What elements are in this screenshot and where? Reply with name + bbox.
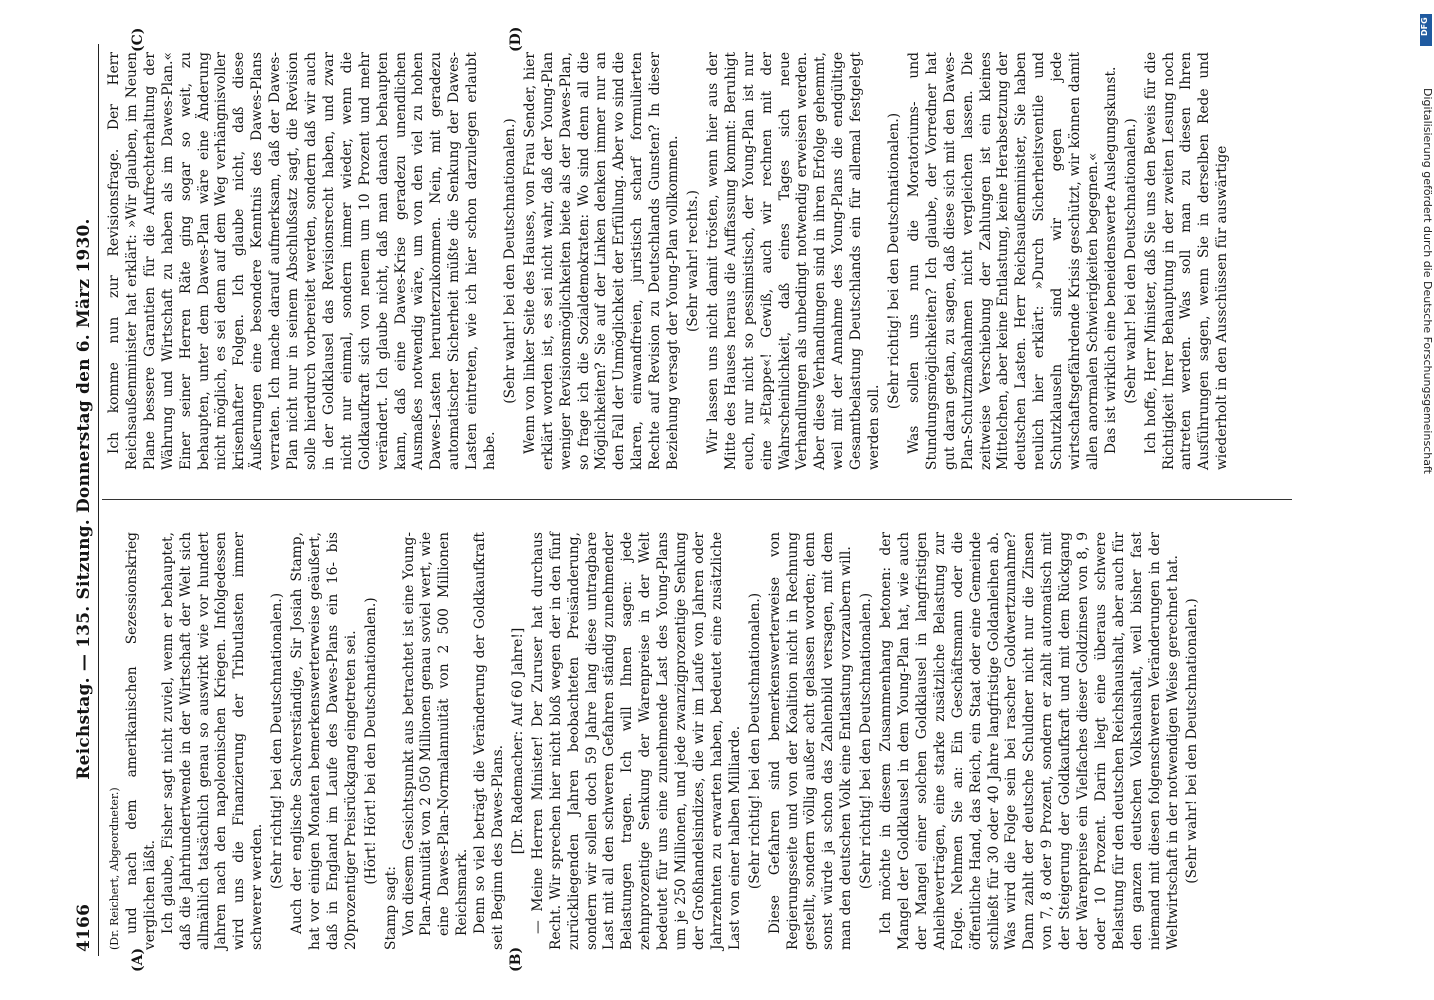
margin-mark-a: (A) [130,947,146,972]
paragraph: Stamp sagt: [382,866,399,950]
document-page [68,26,1308,972]
paragraph: Wir lassen uns nicht damit trösten, wenn hier aus der Mitte des Hauses heraus die Auffassung kommt: Beruhigt euch, nur nicht so pessimistisch, der Young-Plan ist nur eine »Etappe«! Gewiß, auch wir rechnen mit der Wahrscheinlichkeit, daß eines Tages sich neue Verhandlungen als unbedingt notwendig erweisen werden. Aber diese Verhandlungen sind in ihren Erfolge gehemmt, weil mit der Annahme des Young-Plans die endgültige Gesamtbelastung Deutschlands ein für allemal festgelegt werden soll. [704,52,883,470]
paragraph: Was sollen uns nun die Moratoriums- und Stundungsmöglichkeiten? Ich glaube, der Vorredner hat gut daran getan, zu sagen, daß diese sich mit den Dawes-Plan-Schutzmaßnahmen nicht vergleichen lassen. Die zeitweise Verschiebung der Zahlungen ist ein kleines Mittelchen, aber keine Entlastung, keine Herabsetzung der deutschen Lasten. Herr Reichsaußenminister, Sie haben neulich hier erklärt: »Durch Sicherheitsventile und Schutzklauseln sind wir gegen jede wirtschaftsgefährdende Krisis geschützt, wir können damit allen anormalen Schwierigkeiten begegnen.« [905,52,1101,470]
left-column [106,532,1204,950]
paragraph: Ich möchte in diesem Zusammenhang betonen: der Mangel der Goldklausel in dem Young-Plan hat, wie auch der Mangel einer solchen Goldklausel in langfristigen Anleiheverträgen, eine starke zusätzliche Belastung zur Folge. Nehmen Sie an: Ein Geschäftsmann oder die öffentliche Hand, das Reich, ein Staat oder eine Gemeinde schließt für 30 oder 40 Jahre langfristige Goldanleihen ab. Was wird die Folge sein bei rascher Goldwertzunahme? Dann zahlt der deutsche Schuldner nicht nur die Zinsen von 7, 8 oder 9 Prozent, sondern er zahlt automatisch mit der Steigerung der Goldkaufkraft und mit dem Rückgang der Warenpreise ein Vielfaches dieser Goldzinsen von 8, 9 oder 10 Prozent. Darin liegt eine überaus schwere Belastung für den deutschen Reichshaushalt, aber auch für den ganzen deutschen Volkshaushalt, weil bisher fast niemand mit diesen folgenschweren Veränderungen in der Weltwirtschaft in der notwendigen Weise gerechnet hat. [878,532,1181,950]
paragraph: Ich hoffe, Herr Minister, daß Sie uns den Beweis für die Richtigkeit Ihrer Behauptung in der zweiten Lesung noch antreten werden. Was soll man zu diesen Ihren Ausführungen sagen, wenn Sie in derselben Rede und wiederholt in den Ausschüssen für auswärtige [1142,52,1231,470]
margin-mark-d: (D) [508,26,524,52]
quotation: Von diesem Gesichtspunkt aus betrachtet ist eine Young-Plan-Annuität von 2 050 Millionen genau soviel wert, wie eine Dawes-Plan-Normalannuität von 2 500 Millionen Reichsmark. [400,532,471,936]
paragraph: — Meine Herren Minister! Der Zuruser hat durchaus Recht. Wir sprechen hier nicht bloß wegen der in den fünf zurückliegenden Jahren beobachteten Preisänderung, sondern wir sollen doch 59 Jahre lang diese untragbare Last mit all den schweren Gefahren ständig zunehmender Belastungen tragen. Ich will Ihnen sagen: jede zehnprozentige Senkung der Warenpreise in der Welt bedeutet für uns eine zunehmende Last des Young-Plans um je 250 Millionen, und jede zwanzigprozentige Senkung der Großhandelsindizes, die wir im Laufe von Jahren oder Jahrzehnten zu erwarten haben, bedeutet eine zusätzliche Last von einer halben Milliarde. [529,532,743,950]
interjection: (Sehr richtig! bei den Deutschnationalen.) [858,592,875,890]
page-header [74,46,100,952]
paragraph: Auch der englische Sachverständige, Sir Josiah Stamp, hat vor einigen Monaten bemerkenswerterweise geäußert, daß in England im Laufe des Dawes-Plans ein 16- bis 20prozentiger Preisrückgang eingetreten sei. [289,532,359,950]
interjection: (Sehr richtig! bei den Deutschnationalen.) [746,592,763,890]
interjection: (Sehr wahr! bei den Deutschnationalen.) [1184,598,1201,884]
page-number: 4166 [74,903,94,952]
paragraph: Ich glaube, Fisher sagt nicht zuviel, wenn er behauptet, daß die Jahrhundertwende in der Wirtschaft der Welt sich allmählich tatsächlich genau so auswirkt wie vor hundert Jahren nach den napoleonischen Kriegen. Infolgedessen wird uns die Finanzierung der Tributlasten immer schwerer werden. [159,532,266,950]
interjection: (Sehr wahr! rechts.) [685,189,701,333]
digitization-note: Digitalisierung gefördert durch die Deutsche Forschungsgemeinschaft [1421,88,1434,474]
column-divider [102,499,1292,500]
interjection: (Sehr wahr! bei den Deutschnationalen.) [501,118,518,404]
margin-mark-b: (B) [508,946,524,972]
right-column [106,52,1232,470]
running-title: Reichstag. — 135. Sitzung. Donnerstag den 6. März 1930. [74,218,94,780]
paragraph: Diese Gefahren sind bemerkenswerterweise von Regierungsseite und von der Koalition nicht in Rechnung gestellt, sondern völlig außer acht gelassen worden; denn sonst würde ja schon das Zahlenbild versagen, mit dem man den deutschen Volk eine Entlastung vorzaubern will. [766,532,855,950]
paragraph: Denn so viel beträgt die Veränderung der Goldkaufkraft seit Beginn des Dawes-Plans. [472,532,507,950]
interjection: (Sehr richtig! bei den Deutschnationalen.) [269,592,286,890]
digitization-credit [1416,8,1434,998]
paragraph: Das ist wirklich eine beneidenswerte Auslegungskunst. [1102,66,1119,454]
interjection: (Hört! Hört! bei den Deutschnationalen.) [362,597,379,885]
interjection: (Sehr richtig! bei den Deutschnationalen.) [885,112,902,410]
margin-mark-c: (C) [130,27,146,52]
dfg-logo: DFG [1420,14,1432,46]
paragraph: und nach dem amerikanischen Sezessionskrieg verglichen läßt. [123,532,158,950]
interjection: [Dr. Rademacher: Auf 60 Jahre!] [509,627,526,855]
interjection: (Sehr wahr! bei den Deutschnationalen.) [1122,118,1139,404]
paragraph: Wenn von linker Seite des Hauses, von Frau Sender, hier erklärt worden ist, es sei nicht wahr, daß der Young-Plan weniger Revisionsmöglichkeiten biete als der Dawes-Plan, so frage ich die Sozialdemokraten: Wo sind denn all die Möglichkeiten? Sie auf der Linken denken immer nur an den Fall der Unmöglichkeit der Erfüllung. Aber wo sind die klaren, einwandfreien, juristisch scharf formulierten Rechte auf Revision zu Deutschlands Gunsten? In dieser Beziehung versagt der Young-Plan vollkommen. [521,52,682,470]
speaker-line: (Dr. Reichert, Abgeordneter.) [108,787,121,950]
paragraph: Ich komme nun zur Revisionsfrage. Der Herr Reichsaußenminister hat erklärt: »Wir glauben, im Neuen Plane bessere Garantien für die Aufrechterhaltung der Währung und Wirtschaft zu haben als im Dawes-Plan.« Einer seiner Herren Räte ging sogar so weit, zu behaupten, unter dem Dawes-Plan wäre eine Änderung nicht möglich, es sei denn auf dem Weg verhängnisvoller krisenhafter Folgen. Ich glaube nicht, daß diese Äußerungen eine besondere Kenntnis des Dawes-Plans verraten. Ich mache darauf aufmerksam, daß der Dawes-Plan nicht nur in seinem Abschlußsatz sagt, die Revision solle hierdurch vorbereitet werden, sondern daß wir auch in der Goldklausel das Revisionsrecht haben, und zwar nicht nur einmal, sondern immer wieder, wenn die Goldkaufkraft sich von neuem um 10 Prozent und mehr verändert. Ich glaube nicht, daß man danach behaupten kann, daß eine Dawes-Krise geradezu unendlichen Ausmaßes notwendig wäre, um von den viel zu hohen Dawes-Lasten herunterzukommen. Nein, mit geradezu automatischer Sicherheit müßte die Senkung der Dawes-Lasten eintreten, wie ich hier schon darzulegen erlaubt habe. [106,52,499,470]
header-rule [98,44,99,956]
